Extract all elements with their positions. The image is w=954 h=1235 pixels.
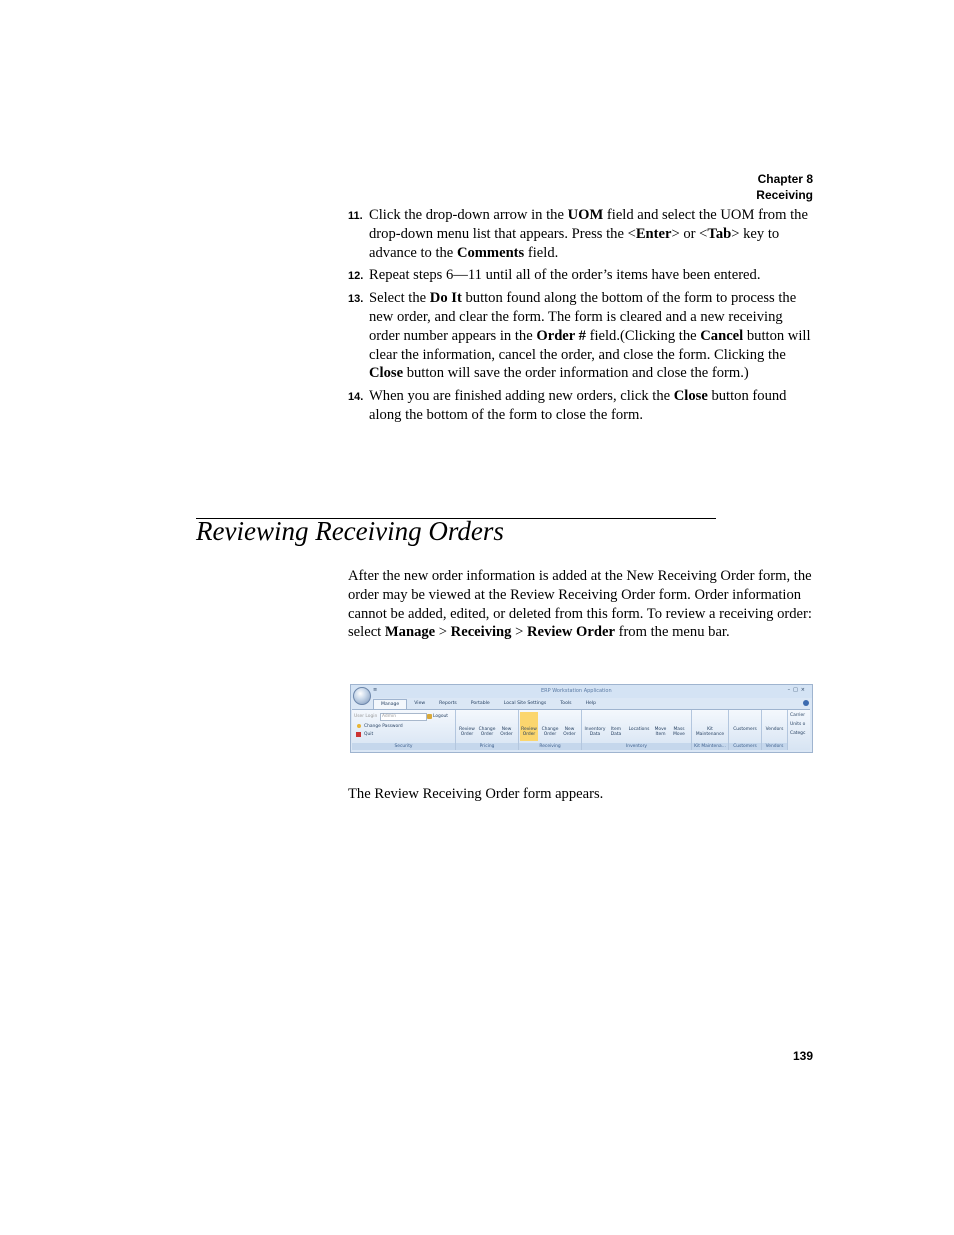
- quick-access-toolbar[interactable]: ≡: [373, 687, 378, 693]
- group-label: Security: [352, 743, 455, 750]
- help-icon[interactable]: [803, 700, 809, 706]
- step-number: 12.: [348, 270, 364, 283]
- ribbon-screenshot: [350, 684, 813, 753]
- pricing-group: [456, 710, 519, 750]
- step-item: [348, 289, 814, 383]
- kit-group: [692, 710, 729, 750]
- group-label: Kit Maintena...: [692, 743, 728, 750]
- steps-list: [348, 206, 814, 429]
- after-screenshot-text: The Review Receiving Order form appears.: [348, 786, 604, 802]
- receiving-review-order-button[interactable]: Review Order: [520, 712, 538, 741]
- bold-term: Order #: [536, 327, 586, 344]
- mass-move-button[interactable]: Mass Move: [673, 727, 685, 738]
- carrier-button[interactable]: Carrier: [790, 713, 806, 718]
- item-data-button[interactable]: Item Data: [610, 727, 622, 738]
- title-bar: [351, 685, 812, 698]
- group-label: Pricing: [456, 743, 518, 750]
- overflow-group: [788, 710, 810, 750]
- inventory-data-button[interactable]: Inventory Data: [584, 727, 606, 738]
- bold-term: Enter: [635, 225, 672, 242]
- vendors-group: [762, 710, 788, 750]
- move-item-button[interactable]: Move Item: [654, 727, 667, 738]
- receiving-new-order-button[interactable]: New Order: [563, 727, 576, 738]
- logout-button[interactable]: Logout: [433, 714, 449, 719]
- quit-button[interactable]: Quit: [364, 732, 374, 737]
- bold-term: Close: [369, 365, 404, 382]
- group-label: Vendors: [762, 743, 787, 750]
- step-number: 14.: [348, 391, 364, 404]
- app-title: ERP Workstation Application: [541, 688, 612, 694]
- change-password-button[interactable]: Change Password: [364, 724, 403, 729]
- bold-term: Review Order: [527, 624, 615, 641]
- receiving-change-order-button[interactable]: Change Order: [541, 727, 559, 738]
- group-label: Receiving: [519, 743, 581, 750]
- units-button[interactable]: Units o: [790, 722, 806, 727]
- vendors-button[interactable]: Vendors: [765, 727, 784, 732]
- pricing-review-order-button[interactable]: Review Order: [459, 727, 475, 738]
- lock-icon: [427, 714, 432, 719]
- tab-view[interactable]: View: [414, 701, 426, 706]
- step-text: Repeat steps 6—11 until all of the order’s items have been entered.: [369, 267, 761, 284]
- section-title: Reviewing Receiving Orders: [196, 516, 504, 546]
- categories-button[interactable]: Categc: [790, 731, 806, 736]
- intro-paragraph: After the new order information is added at the New Receiving Order form, the order may be viewed at the Review Receiving Order form. Order information cannot be added, edited, or deleted from this form. To review a receiving order: select Manage > Receiving > Review Order from the menu bar.: [348, 568, 812, 641]
- security-group: [352, 710, 456, 750]
- pricing-change-order-button[interactable]: Change Order: [478, 727, 496, 738]
- ribbon-tabs: [373, 699, 603, 709]
- step-number: 13.: [348, 293, 364, 306]
- office-orb-button[interactable]: [353, 687, 371, 705]
- receiving-group: [519, 710, 582, 750]
- pricing-new-order-button[interactable]: New Order: [500, 727, 513, 738]
- bold-term: Do It: [429, 290, 462, 307]
- group-label: Customers: [729, 743, 761, 750]
- page-number: 139: [792, 1049, 813, 1063]
- window-buttons[interactable]: –□×: [787, 687, 808, 693]
- inventory-group: [582, 710, 692, 750]
- bold-term: Receiving: [450, 624, 512, 641]
- locations-button[interactable]: Locations: [628, 727, 650, 732]
- chapter-header: [756, 171, 813, 203]
- user-login-field[interactable]: Admin: [380, 713, 427, 721]
- bold-term: Tab: [707, 225, 732, 242]
- step-text: Click the drop-down arrow in the UOM field and select the UOM from the drop-down menu list that appears. Press the <Enter> or <Tab> key to advance to the Comments field.: [369, 207, 808, 261]
- kit-maintenance-button[interactable]: Kit Maintenance: [695, 727, 725, 738]
- group-label: Inventory: [582, 743, 691, 750]
- step-text: Select the Do It button found along the bottom of the form to process the new order, and clear the form. The form is cleared and a new receiving order number appears in the Order # field.(Clicking the Cancel button will clear the information, cancel the order, and close the form. Clicking the Close button will save the order information and close the form.): [369, 290, 811, 382]
- bold-term: UOM: [567, 207, 604, 223]
- bold-term: Close: [673, 388, 708, 405]
- tab-portable[interactable]: Portable: [470, 701, 490, 706]
- bold-term: Comments: [456, 244, 525, 261]
- customers-button[interactable]: Customers: [733, 727, 757, 732]
- step-item: [348, 206, 814, 262]
- tab-help[interactable]: Help: [585, 701, 597, 706]
- tab-manage[interactable]: Manage: [373, 699, 407, 709]
- section-label: Receiving: [756, 188, 813, 202]
- user-login-label: User Login: [354, 714, 378, 719]
- quit-icon: [356, 732, 361, 737]
- step-item: [348, 387, 814, 425]
- customers-group: [729, 710, 762, 750]
- step-text: When you are finished adding new orders, click the Close button found along the bottom of the form to close the form.: [369, 388, 787, 423]
- bold-term: Manage: [384, 624, 436, 641]
- key-icon: [357, 724, 361, 728]
- bold-term: Cancel: [700, 327, 744, 344]
- ribbon-panel: [352, 709, 810, 750]
- tab-tools[interactable]: Tools: [560, 701, 572, 706]
- step-item: [348, 266, 814, 285]
- tab-local-site-settings[interactable]: Local Site Settings: [503, 701, 547, 706]
- tab-reports[interactable]: Reports: [439, 701, 457, 706]
- chapter-label: Chapter 8: [757, 172, 813, 186]
- step-number: 11.: [348, 210, 363, 222]
